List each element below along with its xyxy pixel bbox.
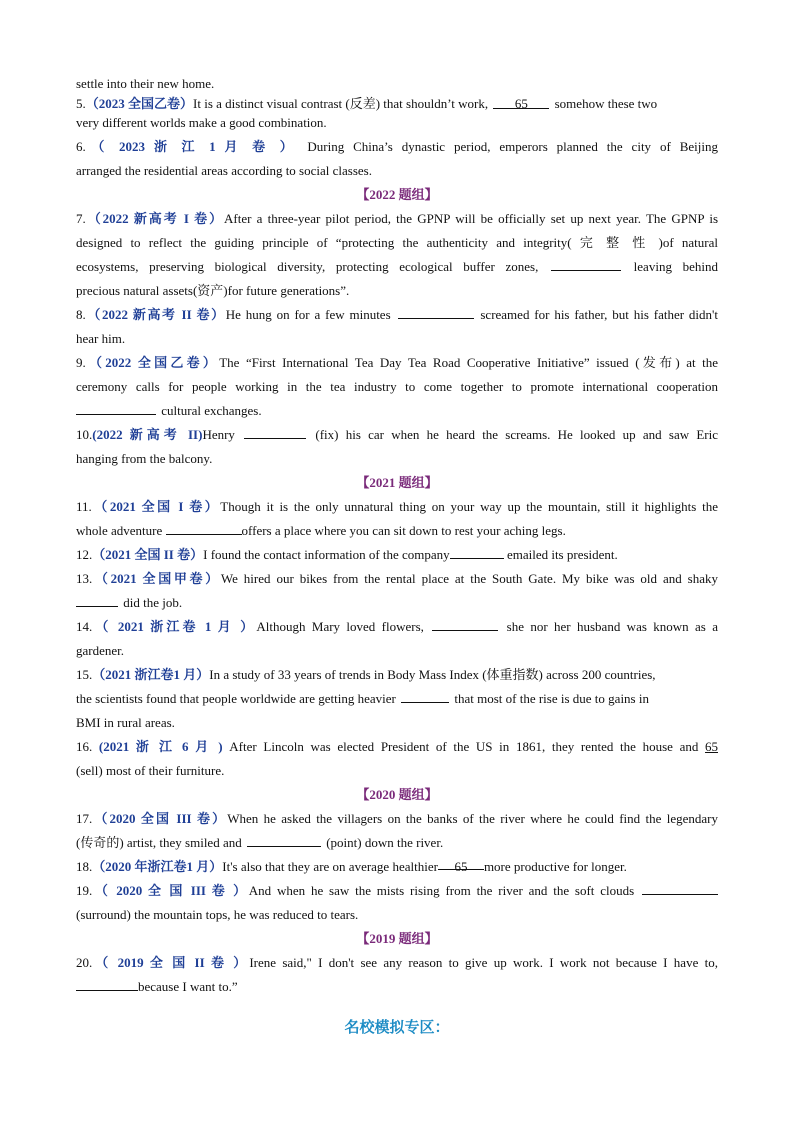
answer-blank[interactable] xyxy=(450,544,504,559)
question-text: emailed its president. xyxy=(503,546,618,562)
question-source: （2023 全国乙卷） xyxy=(85,95,194,111)
question-text: Irene said," I don't see any reason to give up work. I work not because I have to, xyxy=(249,954,718,970)
question-text: (传奇的) artist, they smiled and xyxy=(76,834,245,850)
question-11-cont xyxy=(76,519,718,543)
question-text: He hung on for a few minutes xyxy=(225,306,396,322)
question-16 xyxy=(76,735,718,759)
answer-blank[interactable] xyxy=(244,424,306,439)
question-number: 18. xyxy=(76,858,93,874)
question-15-cont xyxy=(76,687,718,711)
answer-blank[interactable] xyxy=(438,855,484,874)
question-text: Henry xyxy=(202,426,243,442)
answer-value: 65 xyxy=(454,858,468,874)
question-11 xyxy=(76,495,718,519)
question-20 xyxy=(76,951,718,975)
question-text: did the job. xyxy=(120,594,183,610)
question-text: leaving behind xyxy=(623,258,718,274)
mock-exam-zone-title: 名校模拟专区： xyxy=(344,1017,450,1036)
answer-blank[interactable] xyxy=(493,94,549,109)
question-6 xyxy=(76,135,718,159)
question-number: 16. xyxy=(76,738,93,754)
question-text: (point) down the river. xyxy=(322,834,444,850)
answer-blank[interactable] xyxy=(432,616,498,631)
question-source: (2022 新高考 II) xyxy=(92,426,203,442)
question-18 xyxy=(76,855,718,879)
question-text: (fix) his car when he heard the screams. He looked up and saw Eric xyxy=(308,426,718,442)
question-number: 19. xyxy=(76,882,93,898)
question-15 xyxy=(76,663,718,687)
question-text: And when he saw the mists rising from the river and the soft clouds xyxy=(248,882,640,898)
question-text: It's also that they are on average healthier xyxy=(222,858,438,874)
question-8 xyxy=(76,303,718,327)
question-17 xyxy=(76,807,718,831)
question-number: 5. xyxy=(76,95,86,111)
answer-blank[interactable] xyxy=(166,520,242,535)
question-source: (2021 浙 江 6 月 ) xyxy=(98,738,223,754)
question-source: （ 2023 浙 江 1 月 卷 ） xyxy=(85,138,299,154)
question-17-cont xyxy=(76,831,718,855)
question-5-cont: very different worlds make a good combination. xyxy=(76,115,327,130)
answer-blank[interactable] xyxy=(76,592,118,607)
question-7-cont: precious natural assets(资产)for future generations”. xyxy=(76,282,350,298)
question-number: 10. xyxy=(76,426,93,442)
question-text: When he asked the villagers on the banks of the river where he could find the legendary xyxy=(227,810,718,826)
question-number: 15. xyxy=(76,666,93,682)
text-line: settle into their new home. xyxy=(76,76,215,91)
question-text: Though it is the only unnatural thing on your way up the mountain, still it highlights the xyxy=(220,498,718,514)
question-7 xyxy=(76,207,718,231)
question-number: 11. xyxy=(76,498,92,514)
answer-blank[interactable] xyxy=(247,832,321,847)
question-text: I found the contact information of the company xyxy=(203,546,450,562)
question-14 xyxy=(76,615,718,639)
question-text: she nor her husband was known as a xyxy=(500,618,718,634)
question-number: 8. xyxy=(76,306,86,322)
question-14-cont: gardener. xyxy=(76,642,125,658)
question-9-cont: ceremony calls for people working in the tea industry to come together to promote international cooperation xyxy=(76,378,718,394)
question-source: （ 2019 全 国 II 卷 ） xyxy=(92,954,250,970)
question-15-cont: BMI in rural areas. xyxy=(76,714,175,730)
question-text: After Lincoln was elected President of the US in 1861, they rented the house and xyxy=(229,738,699,754)
question-19-cont: (surround) the mountain tops, he was reduced to tears. xyxy=(76,906,359,922)
question-text: During China’s dynastic period, emperors planned the city of Beijing xyxy=(307,138,718,154)
question-9-cont xyxy=(76,399,718,423)
question-10 xyxy=(76,423,718,447)
question-9 xyxy=(76,351,718,375)
answer-value: 65 xyxy=(514,95,528,111)
question-source: （2021 全国 II 卷） xyxy=(92,546,204,562)
question-text: that most of the rise is due to gains in xyxy=(451,690,649,706)
question-text: The “First International Tea Day Tea Road Cooperative Initiative” issued (发布) at the xyxy=(219,354,718,370)
answer-blank[interactable] xyxy=(76,976,138,991)
question-text: offers a place where you can sit down to rest your aching legs. xyxy=(241,522,566,538)
question-10-cont: hanging from the balcony. xyxy=(76,450,213,466)
question-text: Although Mary loved flowers, xyxy=(256,618,431,634)
question-6-cont: arranged the residential areas according to social classes. xyxy=(76,162,372,178)
question-source: （2022 新高考 II 卷） xyxy=(85,306,226,322)
answer-blank[interactable] xyxy=(642,880,718,895)
answer-blank[interactable] xyxy=(401,688,449,703)
question-source: （2022 全国乙卷） xyxy=(85,354,220,370)
question-text: more productive for longer. xyxy=(483,858,627,874)
question-source: （ 2021 浙江卷 1 月 ） xyxy=(92,618,257,634)
question-number: 13. xyxy=(76,570,93,586)
question-text: cultural exchanges. xyxy=(158,402,262,418)
question-number: 6. xyxy=(76,138,86,154)
section-heading-2020: 【2020 题组】 xyxy=(356,786,438,802)
question-text: After a three-year pilot period, the GPNP will be officially set up next year. The GPNP is xyxy=(224,210,718,226)
question-number: 17. xyxy=(76,810,93,826)
answer-blank[interactable] xyxy=(551,256,621,271)
question-text: ecosystems, preserving biological diversity, protecting ecological buffer zones, xyxy=(76,258,550,274)
answer-value: 65 xyxy=(705,738,718,754)
question-text: because I want to.” xyxy=(138,978,238,994)
exercise-page xyxy=(76,74,718,1047)
question-source: （2021 浙江卷1 月） xyxy=(92,666,210,682)
question-12 xyxy=(76,543,718,567)
question-7-cont xyxy=(76,255,718,279)
question-source: （2020 全国 III 卷） xyxy=(92,810,228,826)
question-text: the scientists found that people worldwide are getting heavier xyxy=(76,690,400,706)
question-5 xyxy=(76,94,718,114)
question-number: 14. xyxy=(76,618,93,634)
question-text: whole adventure xyxy=(76,522,166,538)
section-heading-2022: 【2022 题组】 xyxy=(356,186,438,202)
question-13-cont xyxy=(76,591,718,615)
question-8-cont: hear him. xyxy=(76,330,126,346)
question-13 xyxy=(76,567,718,591)
section-heading-2021: 【2021 题组】 xyxy=(356,474,438,490)
answer-blank[interactable] xyxy=(76,400,156,415)
question-number: 20. xyxy=(76,954,93,970)
question-7-cont: designed to reflect the guiding principle of “protecting the authenticity and integrity( 完 整 性 )of natural xyxy=(76,234,718,250)
question-text: In a study of 33 years of trends in Body Mass Index (体重指数) across 200 countries, xyxy=(209,666,656,682)
question-20-cont xyxy=(76,975,718,999)
section-heading-2019: 【2019 题组】 xyxy=(356,930,438,946)
question-text: We hired our bikes from the rental place at the South Gate. My bike was old and shaky xyxy=(220,570,718,586)
question-text: screamed for his father, but his father didn't xyxy=(475,306,718,322)
question-source: （2022 新高考 I 卷） xyxy=(85,210,225,226)
question-source: （2020 年浙江卷1 月） xyxy=(92,858,223,874)
question-16-cont: (sell) most of their furniture. xyxy=(76,762,225,778)
answer-blank[interactable] xyxy=(398,304,474,319)
question-source: （2021 全国甲卷） xyxy=(92,570,221,586)
question-text: It is a distinct visual contrast (反差) that shouldn’t work, xyxy=(193,95,492,111)
question-source: （2021 全国 I 卷） xyxy=(91,498,221,514)
question-number: 9. xyxy=(76,354,86,370)
question-number: 12. xyxy=(76,546,93,562)
question-text: somehow these two xyxy=(551,95,658,111)
question-source: （ 2020 全 国 III 卷 ） xyxy=(92,882,249,898)
question-number: 7. xyxy=(76,210,86,226)
question-19 xyxy=(76,879,718,903)
